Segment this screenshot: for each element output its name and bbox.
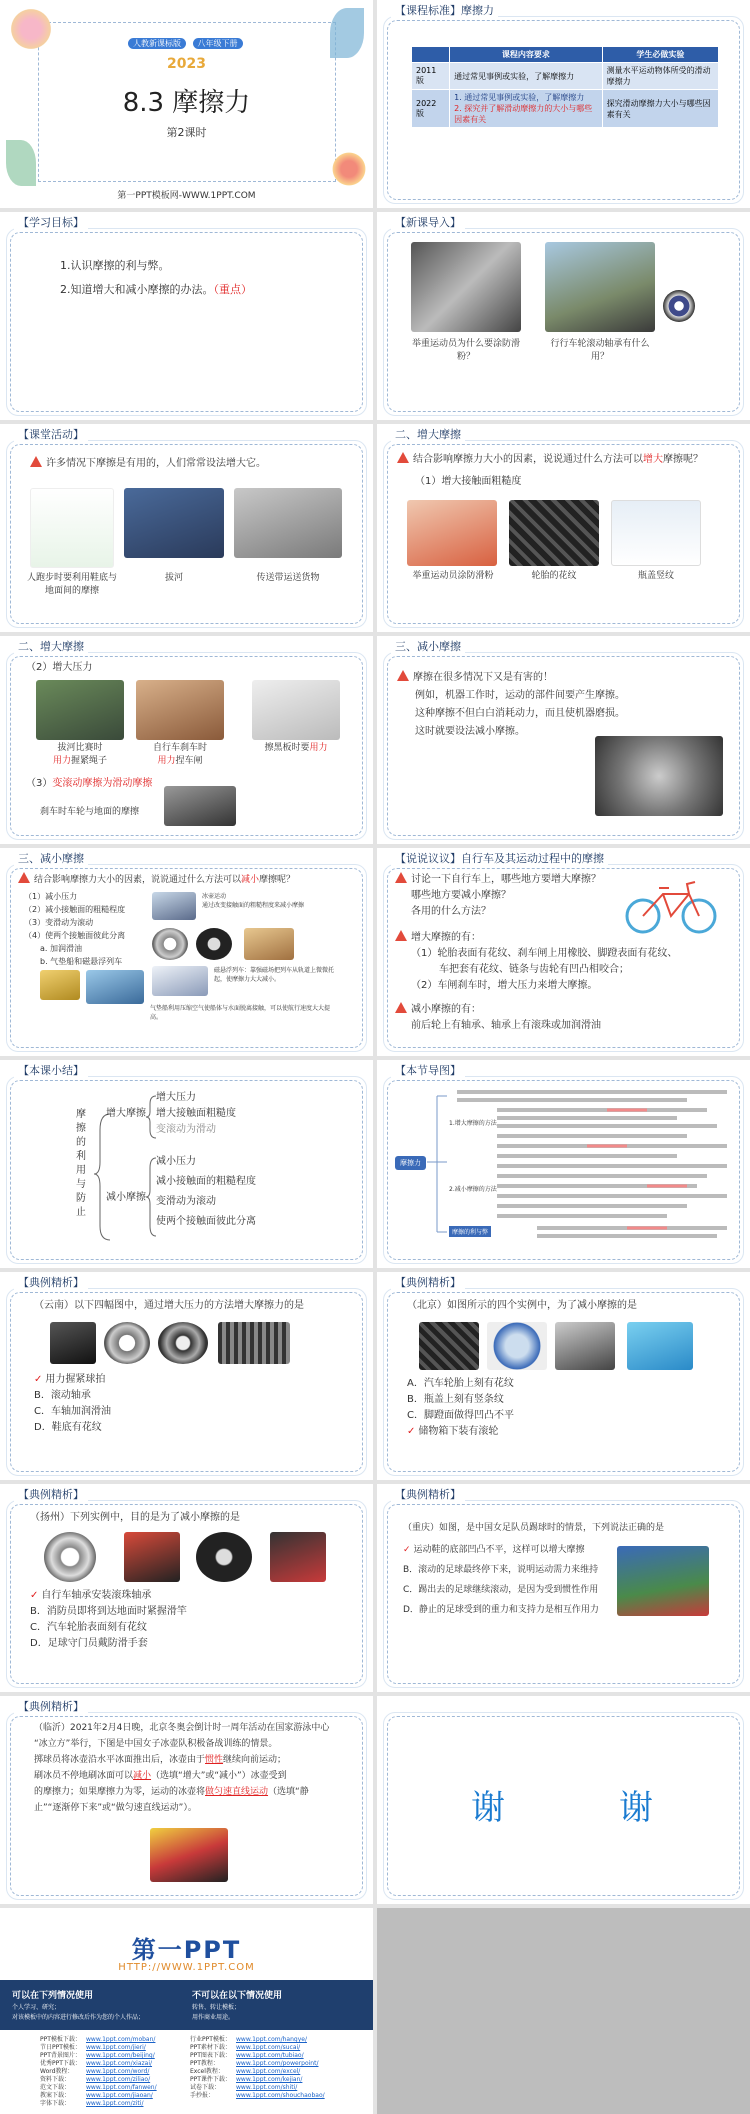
check-icon: ✓	[30, 1590, 39, 1601]
lesson-subtitle: 第2课时	[166, 126, 207, 139]
football-match-image	[617, 1546, 709, 1616]
footer-link[interactable]: www.1ppt.com/sucai/	[236, 2044, 301, 2051]
usage-forbidden-title: 不可以在以下情况使用	[192, 1991, 283, 2001]
mindmap-root: 摩擦力	[395, 1156, 426, 1170]
table-cell-requirement	[450, 90, 603, 128]
footer-link[interactable]: www.1ppt.com/powerpoint/	[236, 2060, 319, 2067]
site-name: 第一PPT模板网-WWW.1PPT.COM	[117, 191, 256, 201]
standards-table	[411, 46, 719, 128]
shoe-sole-image	[218, 1322, 290, 1364]
warning-icon	[397, 670, 409, 681]
answer-line: 前后轮上有轴承、轴承上有滚珠或加润滑油	[411, 1020, 601, 1031]
goal-item	[60, 282, 252, 298]
tire-image	[196, 928, 232, 960]
answer-option-correct[interactable]: ✓ 运动鞋的底部凹凸不平，这样可以增大摩擦	[403, 1545, 585, 1555]
answer-option[interactable]: D．静止的足球受到的重力和支持力是相互作用力	[403, 1605, 599, 1615]
footer-link[interactable]: www.1ppt.com/fanwen/	[86, 2084, 157, 2091]
note-text: 冰壶运动 通过改变接触面的粗糙程度来减小摩擦	[202, 893, 305, 909]
summary-leaf: 变滚动为滑动	[156, 1124, 216, 1135]
question-line: 各用的什么方法？	[411, 906, 491, 917]
answer-blank: 惯性	[205, 1755, 224, 1765]
method-list-item: （1）减小压力	[24, 892, 78, 901]
footer-link-row	[40, 2044, 360, 2052]
footer-link-label: Excel教程：	[190, 2068, 224, 2075]
answer-option-correct[interactable]: ✓ 用力握紧球拍	[34, 1374, 106, 1385]
body-line: 例如，机器工作时，运动的部件间要产生摩擦。	[415, 690, 625, 701]
storage-box-image	[627, 1322, 693, 1370]
answer-option[interactable]: B．滚动的足球最终停下来，说明运动需力来维持	[403, 1565, 599, 1575]
image-caption: 人跑步时要利用鞋底与地面间的摩擦	[26, 573, 117, 596]
slide-reduce-friction-intro[interactable]	[377, 636, 750, 844]
image-caption: 拔河比赛时 用力握紧绳子	[52, 743, 108, 766]
tire-image	[196, 1532, 252, 1582]
thanks-char: 谢	[471, 1788, 505, 1828]
usage-forbidden-item: 用作商业用途。	[192, 2014, 235, 2021]
slide-header: 【课程标准】摩擦力	[391, 2, 498, 18]
usage-forbidden-item: 转售、转让模板；	[192, 2004, 241, 2011]
table-cell-year: 2011 版	[412, 63, 450, 90]
answer-heading: 增大摩擦的有：	[395, 930, 481, 946]
summary-leaf: 变滑动为滚动	[156, 1196, 216, 1207]
footer-link-label: 试卷下载：	[190, 2084, 221, 2091]
slide-header: 【本课小结】	[14, 1062, 88, 1078]
body-line: 摩擦在很多情况下又是有害的！	[397, 670, 553, 686]
footer-link[interactable]: www.1ppt.com/ziti/	[86, 2100, 144, 2107]
method-sub-item: b. 气垫船和磁悬浮列车	[40, 957, 123, 966]
goal-item: 1.认识摩擦的利与弊。	[60, 259, 170, 272]
table-header-requirement: 课程内容要求	[450, 47, 603, 63]
ball-bearing-image	[44, 1532, 96, 1582]
footer-link[interactable]: www.1ppt.com/shiti/	[236, 2084, 298, 2091]
slide-header: 【典例精析】	[391, 1486, 465, 1502]
footer-link-label: PPT图表下载：	[190, 2052, 231, 2059]
slide-cover[interactable]	[0, 0, 373, 208]
footer-link-label: 范文下载：	[40, 2084, 71, 2091]
blackboard-wiping-image	[252, 680, 340, 740]
goalkeeper-glove-image	[270, 1532, 326, 1582]
conveyor-belt-image	[234, 488, 342, 558]
answer-option[interactable]: C．脚蹬面做得凹凸不平	[407, 1410, 514, 1421]
image-caption: 瓶盖竖纹	[637, 571, 674, 581]
footer-link[interactable]: www.1ppt.com/jieri/	[86, 2044, 146, 2051]
warning-icon	[397, 452, 409, 463]
footer-link[interactable]: www.1ppt.com/moban/	[86, 2036, 156, 2043]
answer-option-correct[interactable]: ✓ 储物箱下装有滚轮	[407, 1426, 499, 1437]
curling-team-image	[150, 1828, 228, 1882]
image-caption: 举重运动员为什么要涂防滑粉？	[411, 339, 520, 362]
slide-header: 【典例精析】	[391, 1274, 465, 1290]
bearing-closeup-image	[663, 290, 695, 322]
answer-option[interactable]: D．鞋底有花纹	[34, 1422, 102, 1433]
bicycle-illustration	[623, 876, 719, 936]
warning-icon	[30, 456, 42, 467]
warning-icon	[18, 872, 30, 883]
slide-intro[interactable]	[377, 212, 750, 420]
footer-link-label: Word教程：	[40, 2068, 74, 2075]
footer-link[interactable]: www.1ppt.com/word/	[86, 2068, 150, 2075]
table-tennis-image	[50, 1322, 96, 1364]
grade-tag-label: 八年级下册	[193, 38, 243, 49]
grade-tag	[128, 38, 243, 49]
image-caption: 举重运动员涂防滑粉	[412, 571, 494, 581]
maglev-train-image	[152, 966, 208, 996]
footer-link-label: PPT课件下载：	[190, 2076, 231, 2083]
slide-header: 三、减小摩擦	[391, 638, 465, 654]
answer-line: （2）车闸刹车时，增大压力来增大摩擦。	[411, 980, 598, 991]
usage-banner	[0, 1980, 373, 2030]
slide-example-chongqing[interactable]	[377, 1484, 750, 1692]
question-line: 的摩擦力；如果摩擦力为零，运动的冰壶将做匀速直线运动（选填“静	[34, 1787, 309, 1797]
slide-header: 【典例精析】	[14, 1274, 88, 1290]
warning-icon	[395, 1002, 407, 1013]
answer-option[interactable]: C．车轴加润滑油	[34, 1406, 111, 1417]
summary-leaf: 增大压力	[156, 1092, 196, 1103]
summary-root: 摩擦的利用与防止	[76, 1109, 86, 1218]
oil-can-image	[40, 970, 80, 1000]
answer-line: 车把套有花纹、链条与齿轮有凹凸相咬合；	[439, 964, 629, 975]
slide-header: 【典例精析】	[14, 1698, 88, 1714]
question-line: 哪些地方要减小摩擦？	[411, 890, 511, 901]
footer-url[interactable]: HTTP://WWW.1PPT.COM	[118, 1962, 255, 1973]
footer-link-label: PPT教程：	[190, 2060, 219, 2067]
wheel-axle-image	[158, 1322, 208, 1364]
table-header-experiment: 学生必做实验	[602, 47, 718, 63]
answer-blank: 减小	[133, 1771, 152, 1781]
footer-link[interactable]: www.1ppt.com/shouchaobao/	[236, 2092, 325, 2099]
tire-tread-image	[509, 500, 599, 566]
check-icon: ✓	[403, 1545, 411, 1555]
footer-logo: 第一PPT	[131, 1936, 242, 1964]
image-caption: 擦黑板时要用力	[264, 743, 328, 753]
slide-reduce-friction-methods[interactable]	[0, 848, 373, 1056]
check-icon: ✓	[407, 1426, 416, 1437]
note-text: 气垫船利用压缩空气使船体与水面脱离接触，可以使航行速度大大提高。	[150, 1005, 331, 1021]
method-point: （1）增大接触面粗糙度	[415, 476, 522, 487]
bicycle-brake-image	[136, 680, 224, 740]
method-point: （2）增大压力	[26, 662, 93, 673]
table-cell-year: 2022 版	[412, 90, 450, 128]
method-list-item: （4）使两个接触面彼此分离	[24, 931, 126, 940]
footer-link[interactable]: www.1ppt.com/jiaoan/	[86, 2092, 153, 2099]
slide-mindmap[interactable]	[377, 1060, 750, 1268]
footer-link[interactable]: www.1ppt.com/beijing/	[86, 2052, 155, 2059]
summary-leaf: 增大接触面粗糙度	[156, 1108, 236, 1119]
footer-link-row	[40, 2084, 360, 2092]
answer-option[interactable]: C．踢出去的足球继续滚动，是因为受到惯性作用	[403, 1585, 599, 1595]
slide-example-yunnan[interactable]	[0, 1272, 373, 1480]
table-cell-requirement: 通过常见事例或实验，了解摩擦力	[450, 63, 603, 90]
answer-blank: 做匀速直线运动	[205, 1787, 269, 1797]
image-caption: 轮胎的花纹	[531, 571, 577, 581]
body-line: 这种摩擦不但白白消耗动力，而且使机器磨损。	[415, 708, 625, 719]
footer-link-row	[40, 2052, 360, 2060]
footer-link-row	[40, 2068, 360, 2076]
tug-of-war-image	[36, 680, 124, 740]
slide-example-beijing[interactable]	[377, 1272, 750, 1480]
footer-link-row	[40, 2036, 360, 2044]
tire-skid-image	[164, 786, 236, 826]
machine-part-image	[595, 736, 723, 816]
method-sub-item: a. 加润滑油	[40, 944, 82, 953]
question-line: “冰立方”举行，下图是中国女子冰壶队积极备战训练的情景。	[34, 1739, 278, 1749]
body-line: 这时就要设法减小摩擦。	[415, 726, 525, 737]
answer-option[interactable]: B．滚动轴承	[34, 1390, 91, 1401]
wheeled-crate-image	[244, 928, 294, 960]
edition-tag: 人教新课标版	[128, 38, 186, 49]
question-text: （云南）以下四幅图中，通过增大压力的方法增大摩擦力的是	[34, 1300, 304, 1311]
slide-header: 二、增大摩擦	[391, 426, 465, 442]
weightlifter-hand-image	[411, 242, 521, 332]
summary-brace	[92, 1100, 112, 1250]
footer-link-row	[40, 2100, 360, 2108]
empty-area	[377, 1908, 750, 2114]
footer-link-label: 手抄报：	[190, 2092, 215, 2099]
mindmap-node: 2.减小摩擦的方法	[449, 1186, 497, 1193]
slide-header: 二、增大摩擦	[14, 638, 88, 654]
footer-link[interactable]: www.1ppt.com/hangye/	[236, 2036, 307, 2043]
method-list-item: （3）变滑动为滚动	[24, 918, 94, 927]
curling-image	[152, 892, 196, 920]
slide-increase-friction-1[interactable]	[377, 424, 750, 632]
answer-option[interactable]: B．消防员即将到达地面时紧握滑竿	[30, 1606, 187, 1617]
lead-text	[30, 456, 266, 472]
answer-option[interactable]: A．汽车轮胎上刻有花纹	[407, 1378, 514, 1389]
note-text: 磁悬浮列车：靠强磁场把列车从轨道上微微托起，使摩擦力大大减小。	[214, 967, 335, 983]
table-header-blank	[412, 47, 450, 63]
footer-link[interactable]: www.1ppt.com/xiazai/	[86, 2060, 153, 2067]
summary-leaf: 使两个接触面彼此分离	[156, 1216, 256, 1227]
requirement-line: 1. 通过常见事例或实验，了解摩擦力	[454, 93, 585, 102]
slide-example-yangzhou[interactable]	[0, 1484, 373, 1692]
footer-link-label: PPT素材下载：	[190, 2044, 231, 2051]
tire-image	[419, 1322, 479, 1370]
question-line: 掷球员将冰壶沿水平冰面推出后，冰壶由于惯性继续向前运动；	[34, 1755, 287, 1765]
thanks-char: 谢	[619, 1788, 653, 1828]
lead-text: 结合影响摩擦力大小的因素，说说通过什么方法可以减小摩擦呢？	[18, 872, 295, 888]
summary-leaf: 减小接触面的粗糙程度	[156, 1176, 256, 1187]
warning-icon	[395, 872, 407, 883]
footer-link[interactable]: www.1ppt.com/tubiao/	[236, 2052, 304, 2059]
footer-link-row	[40, 2076, 360, 2084]
question-text: （扬州）下列实例中，目的是为了减小摩擦的是	[30, 1512, 240, 1523]
question-line: 止”“逐渐停下来”或“做匀速直线运动”）。	[34, 1803, 197, 1813]
flower-decoration	[330, 150, 368, 188]
requirement-line-highlight: 2. 探究并了解滑动摩擦力的大小与哪些因素有关	[454, 104, 593, 124]
slide-frame-dashed	[387, 1716, 740, 1896]
footer-link-label: 资料下载：	[40, 2076, 71, 2083]
slide-increase-friction-2[interactable]	[0, 636, 373, 844]
slide-example-linyi[interactable]	[0, 1696, 373, 1904]
usage-allowed-title: 可以在下列情况使用	[12, 1991, 94, 2001]
bearing-image	[152, 928, 188, 960]
summary-branch: 增大摩擦	[106, 1108, 146, 1119]
image-caption: 刹车时车轮与地面的摩擦	[40, 807, 140, 817]
pedal-image	[555, 1322, 615, 1370]
question-line: 刷冰员不停地刷冰面可以减小（选填“增大”或“减小”）冰壶受到	[34, 1771, 287, 1781]
slide-thanks[interactable]	[377, 1696, 750, 1904]
key-point-label: （重点）	[213, 283, 252, 296]
slide-goals[interactable]	[0, 212, 373, 420]
usage-allowed-item: 对该模板中的内容进行修改后作为您的个人作品；	[12, 2014, 145, 2021]
footer-link[interactable]: www.1ppt.com/kejian/	[236, 2076, 303, 2083]
usage-allowed-item: 个人学习、研究；	[12, 2004, 61, 2011]
leaf-decoration	[6, 140, 36, 186]
footer-link-label: 字体下载：	[40, 2100, 71, 2107]
runner-image	[30, 488, 114, 568]
warning-icon	[395, 930, 407, 941]
firefighter-pole-image	[124, 1532, 180, 1582]
slide-summary[interactable]	[0, 1060, 373, 1268]
bearing-image	[104, 1322, 150, 1364]
image-caption: 行行车轮滚动轴承有什么用？	[550, 339, 650, 362]
summary-leaf: 减小压力	[156, 1156, 196, 1167]
answer-heading: 减小摩擦的有：	[395, 1002, 481, 1018]
method-point: （3）变滚动摩擦为滑动摩擦	[26, 778, 153, 789]
mindmap-node: 摩擦的利与弊	[449, 1226, 491, 1237]
slide-header: 【课堂活动】	[14, 426, 88, 442]
answer-option[interactable]: B．瓶盖上刻有竖条纹	[407, 1394, 504, 1405]
lead-text-content: 许多情况下摩擦是有用的，人们常常设法增大它。	[46, 458, 266, 469]
slide-header: 【典例精析】	[14, 1486, 88, 1502]
flower-decoration	[8, 6, 54, 52]
slide-activity[interactable]	[0, 424, 373, 632]
question-text: （重庆）如图，是中国女足队员踢球时的情景，下列说法正确的是	[403, 1523, 665, 1533]
bottle-cap-image	[611, 500, 701, 566]
question-text: （北京）如图所示的四个实例中，为了减小摩擦的是	[407, 1300, 637, 1311]
footer-link[interactable]: www.1ppt.com/excel/	[236, 2068, 301, 2075]
footer-link-label: PPT模板下载：	[40, 2036, 81, 2043]
answer-line: （1）轮胎表面有花纹、刹车闸上用橡胶、脚蹬表面有花纹、	[411, 948, 678, 959]
goal-text: 2.知道增大和减小摩擦的办法。	[60, 283, 214, 296]
slide-header: 【本节导图】	[391, 1062, 465, 1078]
image-caption: 自行车刹车时 用力捏车闸	[152, 743, 207, 766]
bicycle-image	[545, 242, 655, 332]
footer-link-label: 节日PPT模板：	[40, 2044, 81, 2051]
table-cell-experiment: 探究滑动摩擦力大小与哪些因素有关	[602, 90, 718, 128]
image-caption: 传送带运送货物	[256, 573, 320, 583]
page-title: 8.3 摩擦力	[122, 88, 251, 118]
slide-header: 【学习目标】	[14, 214, 88, 230]
footer-link-label: 行业PPT模板：	[190, 2036, 231, 2043]
year-label: 2023	[167, 56, 206, 72]
slide-bicycle-discussion[interactable]	[377, 848, 750, 1056]
lead-text: 结合影响摩擦力大小的因素，说说通过什么方法可以增大摩擦呢？	[397, 452, 703, 468]
question-line: 讨论一下自行车上，哪些地方要增大摩擦？	[395, 872, 601, 888]
footer-link-label: 教案下载：	[40, 2092, 71, 2099]
tug-of-war-image	[124, 488, 224, 558]
slide-header: 【说说议议】自行车及其运动过程中的摩擦	[391, 850, 608, 866]
slide-header: 三、减小摩擦	[14, 850, 88, 866]
slide-header: 【新课导入】	[391, 214, 465, 230]
method-list-item: （2）减小接触面的粗糙程度	[24, 905, 126, 914]
image-caption: 拔河	[164, 573, 183, 583]
question-line: （临沂）2021年2月4日晚，北京冬奥会倒计时一周年活动在国家游泳中心	[34, 1723, 330, 1733]
mindmap-node: 1.增大摩擦的方法	[449, 1120, 497, 1127]
footer-link-list	[40, 2036, 360, 2108]
footer-link-row	[40, 2092, 360, 2100]
hovercraft-image	[86, 970, 144, 1004]
weightlifter-image	[407, 500, 497, 566]
answer-option[interactable]: C．汽车轮胎表面刻有花纹	[30, 1622, 147, 1633]
footer-link-label: 优秀PPT下载：	[40, 2060, 81, 2067]
footer-link-row	[40, 2060, 360, 2068]
answer-option[interactable]: D．足球守门员戴防滑手套	[30, 1638, 148, 1649]
slide-curriculum[interactable]	[377, 0, 750, 208]
table-cell-experiment: 测量水平运动物体所受的滑动摩擦力	[602, 63, 718, 90]
answer-option-correct[interactable]: ✓ 自行车轴承安装滚珠轴承	[30, 1590, 152, 1601]
leaf-decoration	[330, 8, 364, 58]
check-icon: ✓	[34, 1374, 43, 1385]
footer-link[interactable]: www.1ppt.com/ziliao/	[86, 2076, 151, 2083]
footer-link-label: PPT背景图片：	[40, 2052, 81, 2059]
bottle-cap-image	[487, 1322, 547, 1370]
footer-ad	[0, 1908, 373, 2114]
summary-branch: 减小摩擦	[106, 1192, 146, 1203]
